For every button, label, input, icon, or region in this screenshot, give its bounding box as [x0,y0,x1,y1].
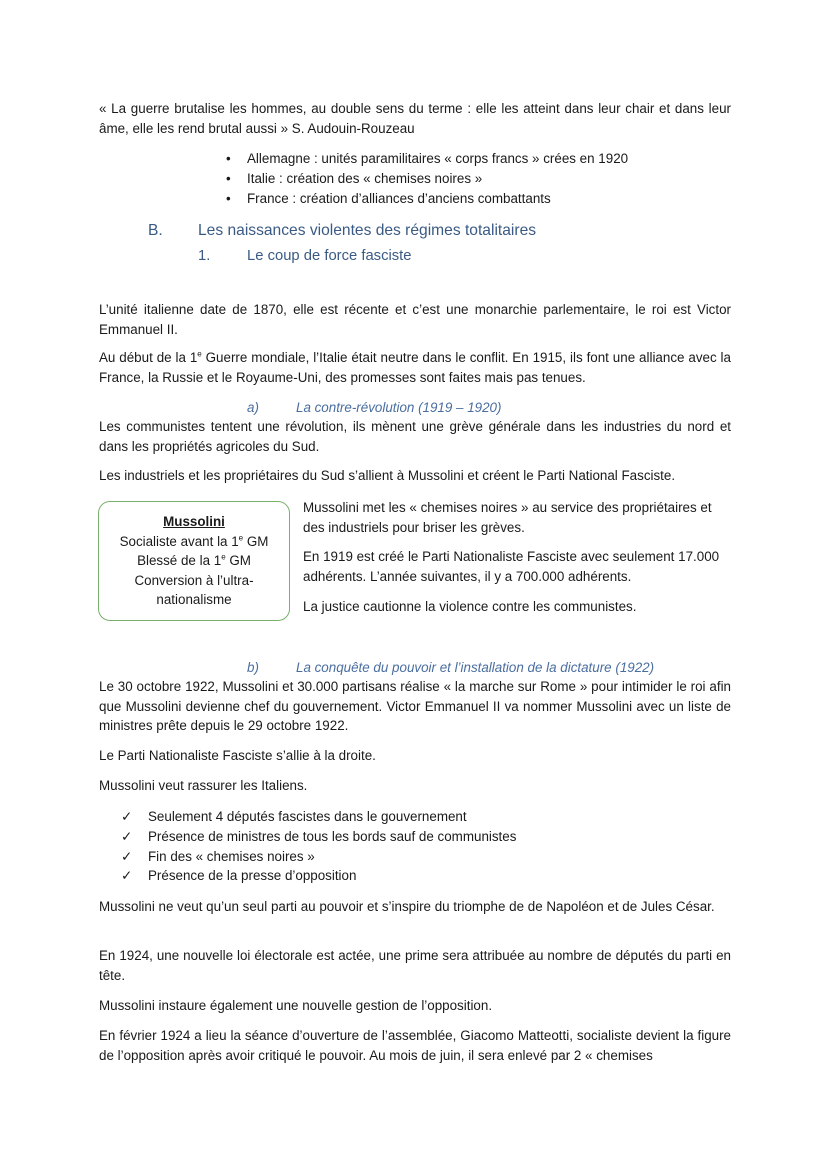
section-1-number: 1. [198,248,211,264]
paragraph-opposition: Mussolini instaure également une nouvelle gestion de l’opposition. [99,998,493,1013]
checkmark-icon: ✓ [121,849,133,864]
box-line: Blessé de la 1e GM [137,552,251,568]
subsection-a-title: La contre-révolution (1919 – 1920) [296,400,502,415]
paragraph-industriels: Les industriels et les propriétaires du Sud s’allient à Mussolini et créent le Parti National Fasciste. [99,468,676,483]
paragraph-droite: Le Parti Nationaliste Fasciste s’allie à la droite. [99,748,376,763]
check-item: ✓ Présence de la presse d’opposition [148,866,708,886]
subsection-a-letter: a) [247,400,259,415]
paragraph-1924: En 1924, une nouvelle loi électorale est actée, une prime sera attribuée au nombre de députés du parti en tête. [99,948,731,983]
section-b-title: Les naissances violentes des régimes totalitaires [198,222,537,239]
checkmark-icon: ✓ [121,868,133,883]
side-paragraph: La justice cautionne la violence contre les communistes. [303,599,637,614]
side-paragraph: Mussolini met les « chemises noires » au service des propriétaires et des industriels pour briser les grèves. [303,500,712,535]
bullet-item: • Allemagne : unités paramilitaires « corps francs » crées en 1920 [247,149,727,169]
paragraph-rassurer: Mussolini veut rassurer les Italiens. [99,778,308,793]
section-b-number: B. [148,222,163,239]
bullet-item: • Italie : création des « chemises noires » [247,169,727,189]
paragraph-marche-rome: Le 30 octobre 1922, Mussolini et 30.000 partisans réalise « la marche sur Rome » pour intimider le roi afin que Mussolini devienne chef du gouvernement. Victor Emmanuel II va nommer Mussolini avec un liste de ministres prête depuis le 29 octobre 1922. [99,679,731,733]
bullet-item: • France : création d’alliances d’anciens combattants [247,189,727,209]
checkmark-icon: ✓ [121,809,133,824]
subsection-b-letter: b) [247,660,259,675]
paragraph-unite: L’unité italienne date de 1870, elle est récente et c’est une monarchie parlementaire, le roi est Victor Emmanuel II. [99,302,731,337]
box-line: nationalisme [156,592,232,607]
check-item: ✓ Fin des « chemises noires » [148,847,708,867]
paragraph-seul-parti: Mussolini ne veut qu’un seul parti au pouvoir et s’inspire du triomphe de de Napoléon et de Jules César. [99,899,715,914]
paragraph-debut-guerre: Au début de la 1e Guerre mondiale, l’Italie était neutre dans le conflit. En 1915, ils font une alliance avec la France, la Russie et le Royaume-Uni, des promesses sont faites mais pas tenues. [99,349,731,385]
quote-paragraph: « La guerre brutalise les hommes, au double sens du terme : elle les atteint dans leur chair et dans leur âme, elle les rend brutal aussi » S. Audouin-Rouzeau [99,101,731,136]
check-item: ✓ Présence de ministres de tous les bords sauf de communistes [148,827,708,847]
box-line: Conversion à l’ultra- [134,572,254,588]
checkmark-icon: ✓ [121,829,133,844]
subsection-b-title: La conquête du pouvoir et l’installation de la dictature (1922) [296,660,655,675]
check-item: ✓ Seulement 4 députés fascistes dans le gouvernement [148,807,708,827]
box-line: Socialiste avant la 1e GM [119,533,269,549]
paragraph-communistes: Les communistes tentent une révolution, ils mènent une grève générale dans les industries du nord et dans les propriétés agricoles du Sud. [99,419,731,454]
side-paragraph: En 1919 est créé le Parti Nationaliste Fasciste avec seulement 17.000 adhérents. L’année suivantes, il y a 700.000 adhérents. [303,549,720,584]
box-title: Mussolini [163,514,225,529]
paragraph-fevrier: En février 1924 a lieu la séance d’ouverture de l’assemblée, Giacomo Matteotti, socialiste devient la figure de l’opposition après avoir critiqué le pouvoir. Au mois de juin, il sera enlevé par 2 « chemises [99,1028,731,1063]
mussolini-info-box [98,501,290,621]
section-1-title: Le coup de force fasciste [247,248,412,264]
